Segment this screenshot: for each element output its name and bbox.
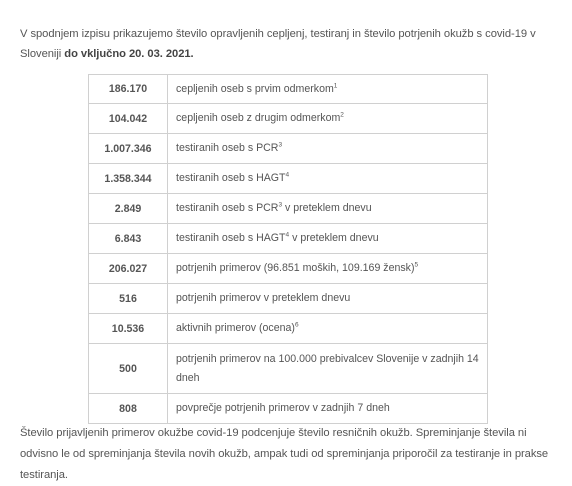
- row-label: povprečje potrjenih primerov v zadnjih 7 dneh: [168, 394, 488, 424]
- table-row: [89, 194, 488, 224]
- row-value: 10.536: [89, 314, 168, 344]
- row-label: potrjenih primerov v preteklem dnevu: [168, 284, 488, 314]
- footnote-mark: 6: [294, 321, 299, 329]
- row-label: cepljenih oseb s prvim odmerkom$^1$: [168, 75, 488, 104]
- intro-paragraph: [20, 24, 560, 64]
- footnote-mark: 4: [285, 231, 290, 239]
- row-label: testiranih oseb s HAGT$^4$: [168, 164, 488, 194]
- row-value: 1.007.346: [89, 134, 168, 164]
- row-label: cepljenih oseb z drugim odmerkom$^2$: [168, 104, 488, 134]
- row-value: 104.042: [89, 104, 168, 134]
- footnote-mark: 2: [340, 111, 344, 119]
- row-label: testiranih oseb s HAGT$^4$ v preteklem dnevu: [168, 224, 488, 254]
- row-label: testiranih oseb s PCR$^3$ v preteklem dnevu: [168, 194, 488, 224]
- row-label: potrjenih primerov na 100.000 prebivalcev Slovenije v zadnjih 14 dneh: [168, 344, 488, 394]
- row-value: 1.358.344: [89, 164, 168, 194]
- row-value: 808: [89, 394, 168, 424]
- footnote-mark: 3: [278, 201, 283, 209]
- table-row: [89, 134, 488, 164]
- table-row: [89, 75, 488, 104]
- footnote-mark: 5: [414, 261, 419, 269]
- table-row: [89, 284, 488, 314]
- statistics-table: [88, 74, 488, 424]
- table-row: [89, 164, 488, 194]
- table-row: [89, 344, 488, 394]
- footnote-mark: 3: [278, 141, 283, 149]
- row-label: aktivnih primerov (ocena)$^6$: [168, 314, 488, 344]
- table-row: [89, 224, 488, 254]
- row-value: 500: [89, 344, 168, 394]
- row-value: 186.170: [89, 75, 168, 104]
- table-row: [89, 394, 488, 424]
- table-row: [89, 104, 488, 134]
- row-value: 516: [89, 284, 168, 314]
- intro-date: do vključno 20. 03. 2021.: [64, 48, 194, 60]
- row-value: 206.027: [89, 254, 168, 284]
- row-value: 2.849: [89, 194, 168, 224]
- row-label: potrjenih primerov (96.851 moških, 109.169 žensk)$^5$: [168, 254, 488, 284]
- footnote-mark: 4: [285, 171, 290, 179]
- row-value: 6.843: [89, 224, 168, 254]
- footer-note: Število prijavljenih primerov okužbe covid-19 podcenjuje število resničnih okužb. Spreminjanje števila ni odvisno le od spreminjanja števila novih okužb, ampak tudi od spreminjanja priporočil za testiranje in prakse testiranja.: [20, 427, 549, 481]
- table-row: [89, 314, 488, 344]
- intro-text: V spodnjem izpisu prikazujemo število opravljenih cepljenj, testiranj in število potrjenih okužb s covid-19 v Sloveniji: [20, 28, 536, 60]
- row-label: testiranih oseb s PCR$^3$: [168, 134, 488, 164]
- table-row: [89, 254, 488, 284]
- footnote-mark: 1: [333, 81, 338, 89]
